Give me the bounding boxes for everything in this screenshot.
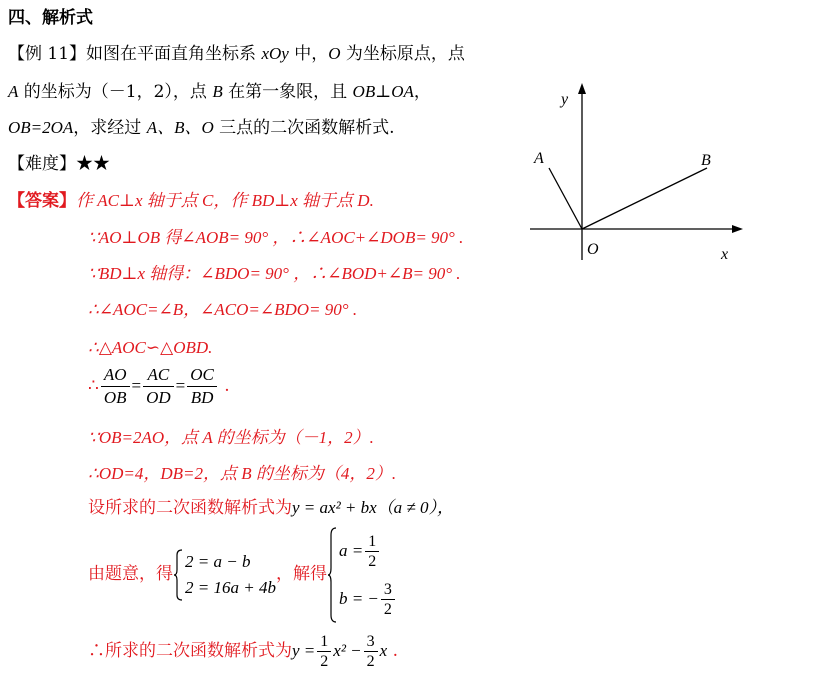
origin-label: O	[587, 241, 599, 258]
eq: =	[175, 376, 186, 395]
answer-line-3: ∵BD⊥x 轴得：∠BDO= 90° ，∴∠BOD+∠B= 90° .	[88, 264, 461, 283]
fraction-ac-od	[143, 364, 174, 409]
num: 3	[364, 632, 378, 652]
var: OB=2OA	[8, 118, 74, 137]
brace-icon	[327, 527, 337, 623]
x2: x² −	[333, 641, 362, 660]
answer-line-6	[88, 360, 230, 412]
segment-oa	[549, 168, 582, 229]
y-axis-arrow	[578, 83, 586, 94]
fraction-oc-bd	[187, 364, 217, 409]
x: x	[379, 641, 388, 660]
solution-b	[339, 575, 397, 623]
text: ，求经过	[73, 118, 142, 138]
equation-system	[173, 549, 276, 601]
var: B	[212, 82, 223, 101]
text: ，	[413, 82, 431, 102]
difficulty-stars: ★★	[76, 154, 110, 174]
section-title: 四、解析式	[8, 8, 93, 28]
difficulty-label: 【难度】	[8, 154, 76, 174]
den: 2	[320, 653, 329, 670]
den: 2	[383, 601, 392, 619]
var: A	[8, 82, 19, 101]
text: 的坐标为（－1，2），点	[23, 82, 207, 102]
eq: =	[131, 376, 142, 395]
coordinate-figure	[525, 80, 755, 270]
den: 2	[366, 653, 375, 670]
num: OC	[187, 364, 217, 387]
y-label: y	[561, 91, 569, 108]
text: 由题意，得	[88, 564, 173, 584]
text: ∴所求的二次函数解析式为	[88, 641, 292, 661]
answer-line-1	[8, 189, 374, 213]
period: .	[224, 376, 230, 396]
eq1: 2 = a − b	[185, 551, 251, 571]
answer-line-7: ∵OB=2AO，点 A 的坐标为（－1，2）.	[88, 428, 374, 447]
num: 1	[317, 632, 331, 652]
answer-text: 作 AC⊥x 轴于点 C，作 BD⊥x 轴于点 D.	[76, 191, 374, 210]
lhs: b = −	[338, 588, 379, 608]
frac	[317, 632, 331, 671]
period: .	[392, 641, 399, 661]
text: 为坐标原点，点	[345, 44, 465, 64]
fraction-ao-ob	[101, 364, 130, 409]
problem-line-1	[8, 42, 465, 66]
num: AC	[143, 364, 174, 387]
problem-line-3	[8, 116, 395, 140]
segment-ob	[582, 168, 707, 229]
solution-system	[327, 527, 397, 623]
text: 设所求的二次函数解析式为	[88, 498, 292, 518]
answer-line-10	[88, 522, 397, 626]
lhs: a =	[338, 540, 364, 560]
frac	[364, 632, 378, 671]
var: xOy	[261, 44, 289, 63]
var: A、B、O	[146, 118, 214, 137]
eq2: 2 = 16a + 4b	[185, 577, 276, 597]
solution-a	[339, 527, 397, 575]
quadratic-form: y = ax² + bx（a ≠ 0），	[292, 498, 455, 517]
var: O	[328, 44, 341, 63]
answer-line-2: ∵AO⊥OB 得∠AOB= 90° ，∴∠AOC+∠DOB= 90° .	[88, 228, 464, 247]
text: 中，	[294, 44, 329, 64]
den: BD	[190, 388, 214, 407]
text: ，解得	[275, 564, 327, 584]
brace-icon	[173, 549, 183, 601]
num: 1	[365, 532, 379, 552]
text: 三点的二次函数解析式.	[219, 118, 395, 138]
therefore: ∴	[88, 376, 99, 396]
text: 如图在平面直角坐标系	[86, 44, 257, 64]
answer-line-8: ∴OD=4，DB=2，点 B 的坐标为（4，2）.	[88, 464, 397, 483]
point-a-label: A	[534, 150, 544, 167]
difficulty-line	[8, 152, 110, 176]
den: OB	[103, 388, 127, 407]
num: 3	[381, 580, 395, 600]
point-b-label: B	[701, 152, 711, 169]
x-label: x	[721, 246, 729, 263]
answer-line-9	[88, 496, 454, 520]
frac	[381, 580, 395, 619]
example-label: 【例 11】	[8, 44, 87, 64]
x-axis-arrow	[732, 225, 743, 233]
answer-line-4: ∴∠AOC=∠B，∠ACO=∠BDO= 90° .	[88, 300, 358, 319]
den: OD	[146, 388, 171, 407]
answer-label: 【答案】	[8, 191, 76, 211]
frac	[365, 532, 379, 571]
den: 2	[368, 553, 377, 571]
text: 在第一象限，且	[228, 82, 348, 102]
answer-line-5: ∴△AOC∽△OBD.	[88, 338, 213, 357]
problem-line-2	[8, 80, 431, 104]
var: OB⊥OA	[352, 82, 414, 101]
y-eq: y =	[292, 641, 316, 660]
answer-line-11	[88, 628, 398, 674]
num: AO	[101, 364, 130, 387]
